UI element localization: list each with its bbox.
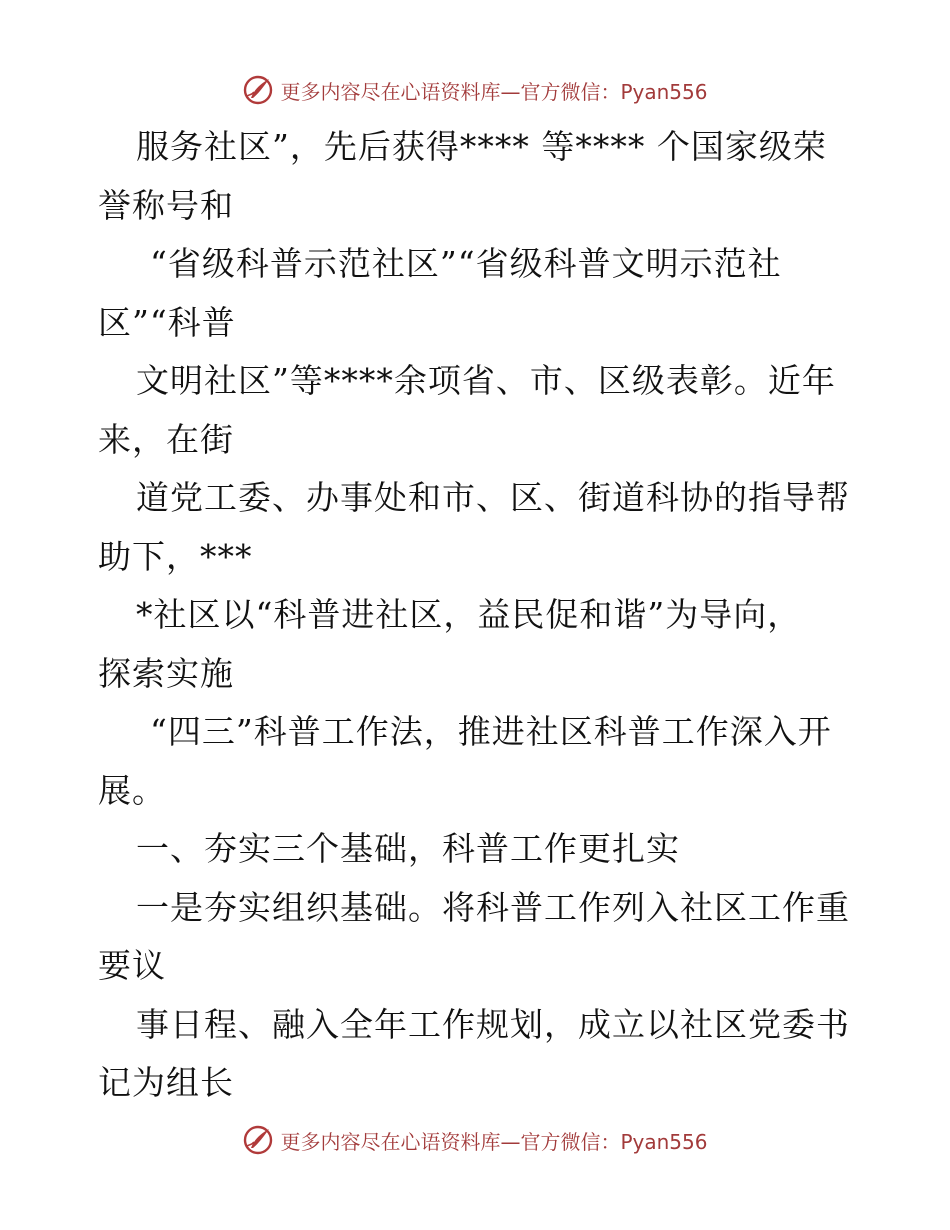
text-line: 一是夯实组织基础。将科普工作列入社区工作重 [136,887,850,927]
text-line: 文明社区”等****余项省、市、区级表彰。近年 [136,361,836,400]
text-line: 誉称号和 [98,185,234,225]
section-heading: 一、夯实三个基础，科普工作更扎实 [136,829,680,868]
text-line: 记为组长 [98,1063,234,1102]
text-line: 展。 [98,770,166,810]
feather-pen-logo-icon [242,1124,274,1156]
text-line: 要议 [98,946,166,985]
text-line: 服务社区”，先后获得**** 等**** 个国家级荣 [136,127,827,166]
text-line: 事日程、融入全年工作规划，成立以社区党委书 [136,1004,850,1044]
text-line: *社区以“科普进社区，益民促和谐”为导向， [136,595,802,634]
text-line: 探索实施 [98,653,234,693]
text-line: “四三”科普工作法，推进社区科普工作深入开 [150,712,832,751]
header-banner-text: 更多内容尽在心语资料库—官方微信：Pyan556 [280,79,708,104]
header-banner [0,70,950,110]
document-body [98,118,858,1113]
text-line: 助下，*** [98,536,253,576]
feather-pen-logo-icon [242,74,274,106]
text-line: 区”“科普 [98,302,236,342]
footer-banner-text: 更多内容尽在心语资料库—官方微信：Pyan556 [280,1129,708,1154]
text-line: “省级科普示范社区”“省级科普文明示范社 [150,244,782,283]
text-line: 来，在街 [98,419,234,459]
footer-banner [0,1120,950,1160]
text-line: 道党工委、办事处和市、区、街道科协的指导帮 [136,478,850,517]
